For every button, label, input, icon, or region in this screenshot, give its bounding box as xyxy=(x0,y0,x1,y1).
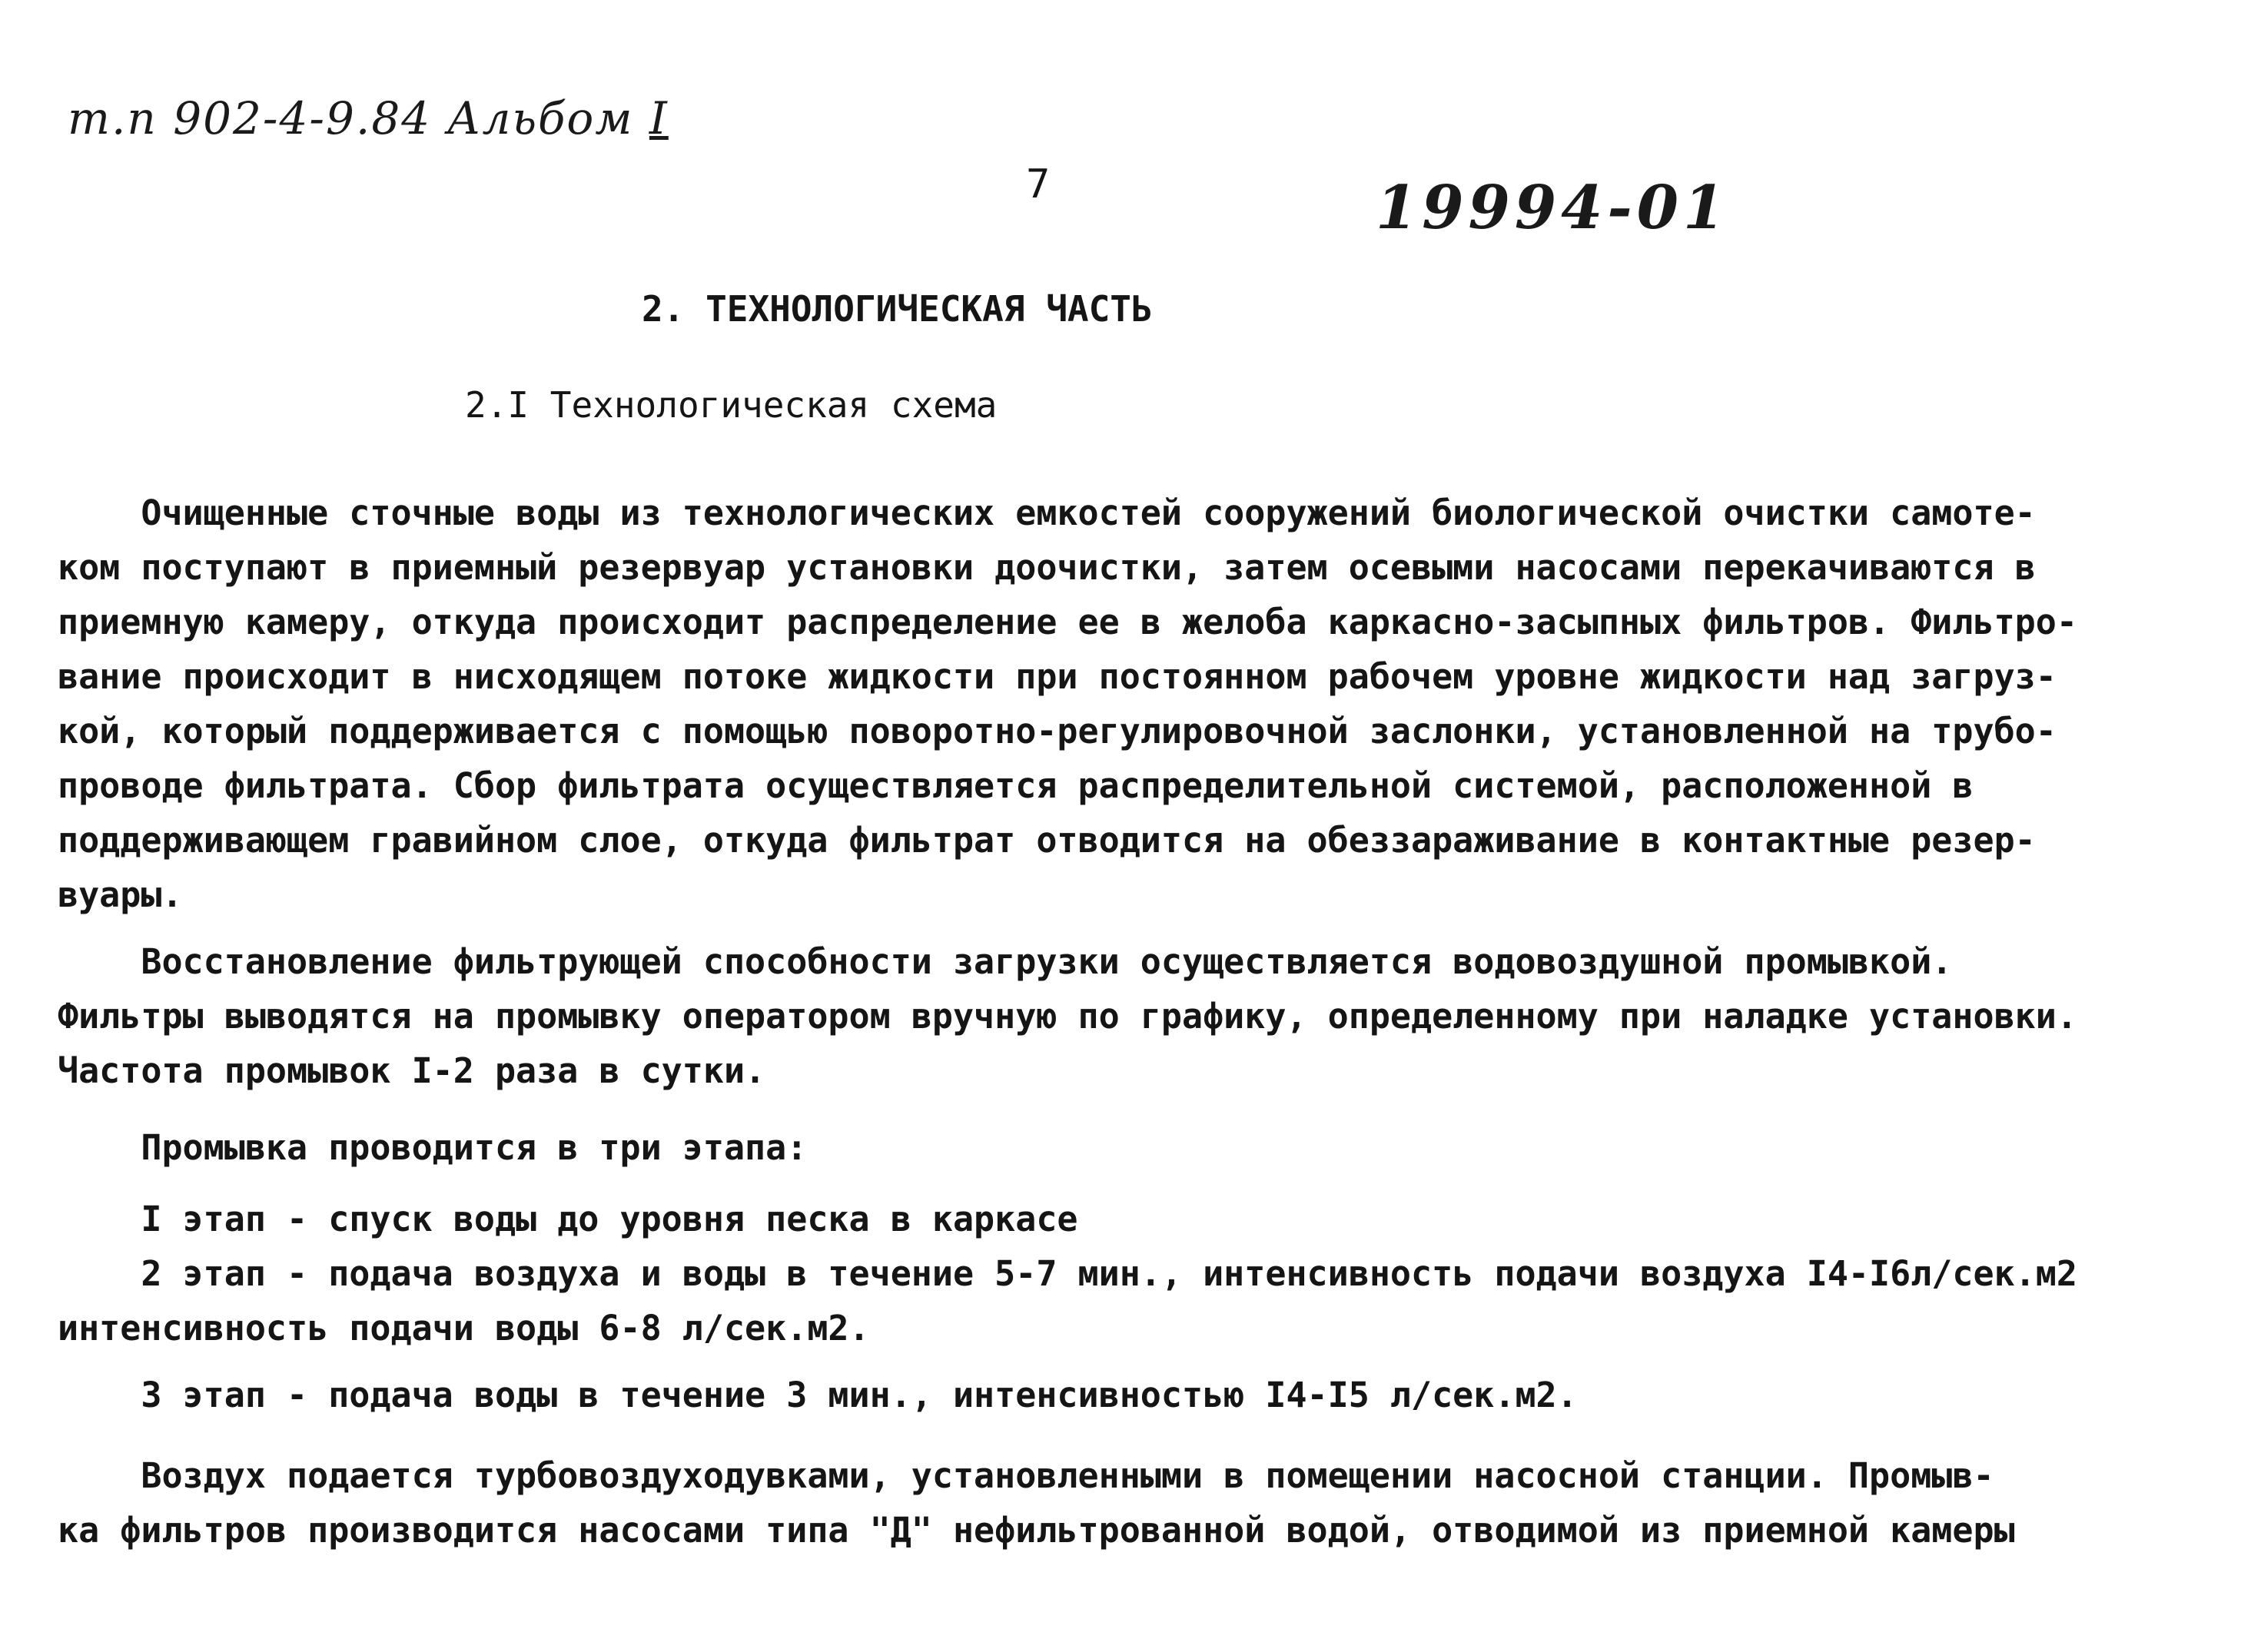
text-line: Частота промывок I-2 раза в сутки. xyxy=(58,1050,766,1091)
text-line: проводе фильтрата. Сбор фильтрата осуществляется распределительной системой, расположенной в xyxy=(58,765,1974,806)
text-line: ка фильтров производится насосами типа "Д" нефильтрованной водой, отводимой из приемной камеры xyxy=(58,1510,2015,1551)
text-line: интенсивность подачи воды 6-8 л/сек.м2. xyxy=(58,1308,870,1348)
page-number: 7 xyxy=(1026,161,1051,207)
paragraph-air-supply xyxy=(58,1448,2194,1557)
text-line: Промывка проводится в три этапа: xyxy=(58,1127,808,1168)
text-line: поддерживающем гравийном слое, откуда фильтрат отводится на обеззараживание в контактные резер- xyxy=(58,820,2036,861)
text-line: ком поступают в приемный резервуар установки доочистки, затем осевыми насосами перекачиваются в xyxy=(58,547,2036,588)
album-reference-text: т.п 902-4-9.84 Альбом xyxy=(68,92,634,144)
text-line: I этап - спуск воды до уровня песка в каркасе xyxy=(58,1199,1078,1239)
subsection-title: 2.I Технологическая схема xyxy=(465,384,998,426)
text-line: 2 этап - подача воздуха и воды в течение 5-7 мин., интенсивность подачи воздуха I4-I6л/сек.м2 xyxy=(58,1253,2077,1294)
paragraph-wash-stages-intro xyxy=(58,1120,2194,1175)
paragraph-wash-stages-1-2 xyxy=(58,1192,2194,1355)
document-code: 19994-01 xyxy=(1376,173,1730,243)
section-title: 2. ТЕХНОЛОГИЧЕСКАЯ ЧАСТЬ xyxy=(642,288,1153,330)
album-reference xyxy=(68,92,669,144)
text-line: приемную камеру, откуда происходит распределение ее в желоба каркасно-засыпных фильтров. Фильтро- xyxy=(58,602,2077,642)
text-line: вуары. xyxy=(58,874,183,915)
album-number: I xyxy=(649,92,669,144)
text-line: Воздух подается турбовоздуходувками, установленными в помещении насосной станции. Промыв- xyxy=(58,1455,1994,1496)
text-line: вание происходит в нисходящем потоке жидкости при постоянном рабочем уровне жидкости над загруз- xyxy=(58,656,2057,697)
paragraph-wash-stage-3 xyxy=(58,1368,2194,1422)
paragraph-process-description xyxy=(58,486,2194,922)
text-line: Восстановление фильтрующей способности загрузки осуществляется водовоздушной промывкой. xyxy=(58,941,1953,982)
text-line: кой, который поддерживается с помощью поворотно-регулировочной заслонки, установленной на трубо- xyxy=(58,711,2057,751)
text-line: 3 этап - подача воды в течение 3 мин., интенсивностью I4-I5 л/сек.м2. xyxy=(58,1375,1578,1415)
paragraph-filter-restoration xyxy=(58,934,2194,1098)
text-line: Фильтры выводятся на промывку оператором вручную по графику, определенному при наладке установки. xyxy=(58,996,2077,1037)
text-line: Очищенные сточные воды из технологических емкостей сооружений биологической очистки самоте- xyxy=(58,493,2036,533)
